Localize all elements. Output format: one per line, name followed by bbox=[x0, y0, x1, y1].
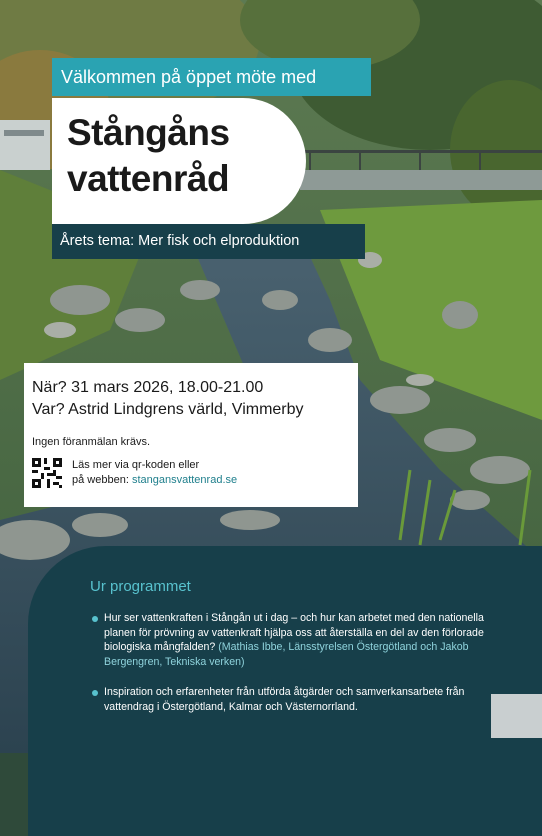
welcome-banner bbox=[52, 58, 371, 96]
no-registration-note: Ingen föranmälan krävs. bbox=[32, 436, 151, 448]
page-title bbox=[67, 110, 297, 202]
title-line-1: Stångåns bbox=[67, 112, 230, 153]
program-item-2 bbox=[104, 685, 504, 714]
read-more-prefix: på webben: bbox=[72, 474, 132, 486]
welcome-text: Välkommen på öppet möte med bbox=[61, 67, 317, 87]
title-line-2: vattenråd bbox=[67, 158, 230, 199]
website-link[interactable]: stangansvattenrad.se bbox=[131, 474, 238, 486]
qr-code-icon[interactable] bbox=[32, 458, 62, 488]
theme-text: Årets tema: Mer fisk och elproduktion bbox=[60, 233, 300, 249]
theme-banner bbox=[52, 224, 365, 259]
read-more-line-1: Läs mer via qr-koden eller bbox=[72, 459, 200, 471]
bullet-dot-2 bbox=[92, 690, 98, 696]
corner-decoration bbox=[491, 694, 542, 738]
program-item-1-speakers: (Mathias Ibbe, Länsstyrelsen Östergötland och Jakob Bergengren, Tekniska verken) bbox=[104, 641, 469, 668]
event-where: Var? Astrid Lindgrens värld, Vimmerby bbox=[32, 401, 304, 418]
event-when: När? 31 mars 2026, 18.00-21.00 bbox=[32, 379, 264, 396]
program-heading: Ur programmet bbox=[90, 578, 191, 595]
read-more-line-2 bbox=[72, 474, 237, 486]
program-item-1 bbox=[104, 611, 504, 669]
bullet-dot-1 bbox=[92, 616, 98, 622]
program-item-2-text: Inspiration och erfarenheter från utförda åtgärder och samverkansarbete från vattendrag i Östergötland, Kalmar och Västernorrland. bbox=[104, 686, 465, 713]
program-item-1-text: Hur ser vattenkraften i Stångån ut i dag – och hur kan arbetet med den nationella planen för prövning av vattenkraft hjälpa oss att återställa en del av den förlorade biologiska mångfalden? bbox=[104, 612, 484, 653]
